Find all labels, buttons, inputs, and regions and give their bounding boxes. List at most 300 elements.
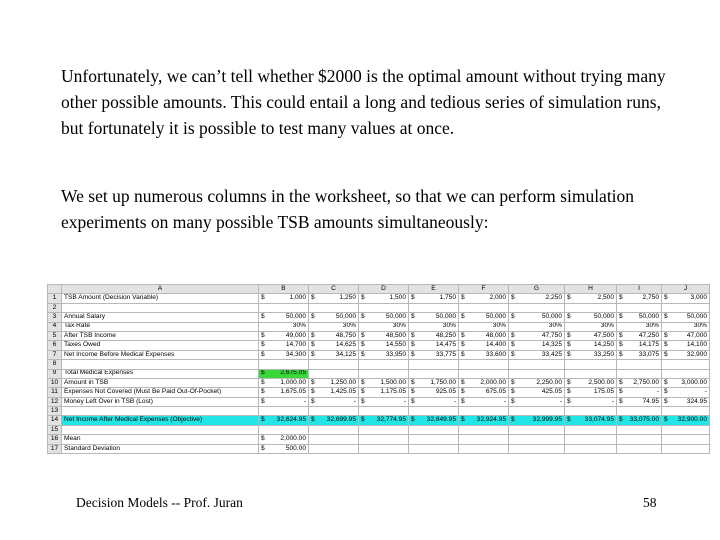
data-cell [409,303,459,312]
data-cell [662,416,710,425]
currency-symbol: $ [411,313,415,321]
data-cell [662,350,710,359]
data-cell [509,350,565,359]
currency-symbol: $ [619,294,623,302]
cell-value: 1,750.00 [430,378,456,386]
data-cell [409,416,459,425]
data-cell [617,397,662,406]
data-cell [459,388,509,397]
cell-value: 2,750 [642,294,659,302]
currency-symbol: $ [511,331,515,339]
column-header: I [617,285,662,294]
cell-value: 48,500 [385,331,406,339]
data-cell [565,303,617,312]
currency-symbol: $ [261,444,265,452]
currency-symbol: $ [664,350,668,358]
corner-cell [48,285,62,294]
row-number: 15 [48,425,62,434]
currency-symbol: $ [664,397,668,405]
currency-symbol: $ [361,341,365,349]
currency-symbol: $ [511,313,515,321]
currency-symbol: $ [511,341,515,349]
currency-symbol: $ [411,378,415,386]
cell-value: 1,500 [389,294,406,302]
sheet-row [48,425,710,434]
data-cell [259,425,309,434]
row-number: 9 [48,369,62,378]
cell-value: 30% [600,322,614,330]
currency-symbol: $ [461,331,465,339]
row-number: 11 [48,388,62,397]
data-cell [662,444,710,453]
data-cell [409,444,459,453]
cell-value: 1,175.05 [380,388,406,396]
data-cell [459,425,509,434]
sheet-row [48,435,710,444]
data-cell [409,331,459,340]
cell-value: 50,000 [686,313,707,321]
cell-value: 14,475 [435,341,456,349]
data-cell [309,444,359,453]
cell-value: 675.05 [485,388,506,396]
cell-value: 34,300 [285,350,306,358]
column-header: A [62,285,259,294]
data-cell [309,388,359,397]
data-cell [509,369,565,378]
sheet-row [48,360,710,369]
cell-value: 32,849.95 [426,416,456,424]
cell-value: 2,750.00 [633,378,659,386]
data-cell [662,341,710,350]
data-cell [565,435,617,444]
currency-symbol: $ [261,313,265,321]
sheet-row [48,388,710,397]
cell-value: 33,425 [541,350,562,358]
data-cell [309,425,359,434]
currency-symbol: $ [361,397,365,405]
cell-value: 47,250 [638,331,659,339]
data-cell [309,341,359,350]
data-cell [662,303,710,312]
data-cell [565,425,617,434]
cell-value: 47,750 [541,331,562,339]
data-cell [617,435,662,444]
data-cell [409,341,459,350]
cell-value: 32,699.95 [326,416,356,424]
cell-value: 32,774.95 [376,416,406,424]
cell-value: 30% [392,322,406,330]
row-number: 5 [48,331,62,340]
cell-value: - [353,397,356,405]
data-cell [459,407,509,416]
currency-symbol: $ [511,416,515,424]
data-cell [662,360,710,369]
cell-value: 14,250 [593,341,614,349]
currency-symbol: $ [261,341,265,349]
cell-value: 14,175 [638,341,659,349]
cell-value: 32,900.00 [677,416,707,424]
data-cell [359,341,409,350]
data-cell [617,388,662,397]
data-cell [617,331,662,340]
data-cell [617,322,662,331]
currency-symbol: $ [461,313,465,321]
data-cell [509,416,565,425]
cell-value: - [611,397,614,405]
currency-symbol: $ [511,378,515,386]
data-cell [309,350,359,359]
cell-value: 2,250.00 [536,378,562,386]
data-cell [565,331,617,340]
row-label: Net Income After Medical Expenses (Objective) [62,416,259,425]
data-cell [565,378,617,387]
sheet-row [48,369,710,378]
cell-value: 30% [645,322,659,330]
cell-value: 49,000 [285,331,306,339]
data-cell [459,303,509,312]
cell-value: 2,500.00 [588,378,614,386]
data-cell [459,294,509,303]
currency-symbol: $ [411,294,415,302]
cell-value: 1,250.00 [330,378,356,386]
sheet-row [48,303,710,312]
currency-symbol: $ [619,416,623,424]
data-cell [259,369,309,378]
currency-symbol: $ [511,388,515,396]
data-cell [309,294,359,303]
data-cell [359,378,409,387]
data-cell [617,444,662,453]
cell-value: 33,250 [593,350,614,358]
data-cell [359,322,409,331]
data-cell [259,407,309,416]
data-cell [509,388,565,397]
data-cell [459,416,509,425]
row-label: Expenses Not Covered (Must Be Paid Out-Of-Pocket) [62,388,259,397]
data-cell [359,425,409,434]
row-label: Taxes Owed [62,341,259,350]
currency-symbol: $ [311,294,315,302]
data-cell [359,369,409,378]
currency-symbol: $ [411,331,415,339]
currency-symbol: $ [461,397,465,405]
cell-value: 33,775 [435,350,456,358]
row-label: Standard Deviation [62,444,259,453]
cell-value: 324.95 [686,397,707,405]
currency-symbol: $ [619,378,623,386]
cell-value: 50,000 [385,313,406,321]
currency-symbol: $ [461,388,465,396]
currency-symbol: $ [619,397,623,405]
sheet-row [48,341,710,350]
data-cell [662,407,710,416]
row-number: 17 [48,444,62,453]
data-cell [509,331,565,340]
data-cell [617,313,662,322]
data-cell [509,294,565,303]
cell-value: 1,500.00 [380,378,406,386]
currency-symbol: $ [619,350,623,358]
data-cell [309,313,359,322]
data-cell [509,425,565,434]
currency-symbol: $ [361,416,365,424]
currency-symbol: $ [619,341,623,349]
currency-symbol: $ [311,397,315,405]
row-number: 3 [48,313,62,322]
data-cell [409,350,459,359]
cell-value: 30% [693,322,707,330]
data-cell [617,294,662,303]
data-cell [565,341,617,350]
data-cell [309,397,359,406]
row-number: 16 [48,435,62,444]
cell-value: 2,000 [489,294,506,302]
row-label: Money Left Over in TSB (Lost) [62,397,259,406]
row-number: 7 [48,350,62,359]
sheet-row [48,407,710,416]
cell-value: 425.05 [541,388,562,396]
data-cell [459,435,509,444]
cell-value: 48,000 [485,331,506,339]
currency-symbol: $ [664,341,668,349]
currency-symbol: $ [261,388,265,396]
data-cell [662,294,710,303]
row-label: After TSB Income [62,331,259,340]
data-cell [259,388,309,397]
data-cell [565,350,617,359]
row-number: 14 [48,416,62,425]
column-header: B [259,285,309,294]
cell-value: 50,000 [435,313,456,321]
row-label: Net Income Before Medical Expenses [62,350,259,359]
sheet-row [48,416,710,425]
row-number: 1 [48,294,62,303]
data-cell [409,294,459,303]
data-cell [409,360,459,369]
data-cell [509,407,565,416]
cell-value: 47,000 [686,331,707,339]
cell-value: 50,000 [285,313,306,321]
cell-value: 2,250 [545,294,562,302]
currency-symbol: $ [311,378,315,386]
data-cell [359,407,409,416]
cell-value: 50,000 [485,313,506,321]
sheet-row [48,350,710,359]
data-cell [359,294,409,303]
currency-symbol: $ [411,341,415,349]
data-cell [459,350,509,359]
data-cell [509,360,565,369]
currency-symbol: $ [567,350,571,358]
data-cell [359,388,409,397]
row-number: 8 [48,360,62,369]
data-cell [409,435,459,444]
cell-value: 500.00 [285,444,306,452]
currency-symbol: $ [567,294,571,302]
data-cell [409,397,459,406]
data-cell [459,444,509,453]
data-cell [459,378,509,387]
cell-value: 1,000.00 [280,378,306,386]
currency-symbol: $ [311,341,315,349]
cell-value: - [403,397,406,405]
data-cell [565,397,617,406]
cell-value: 32,999.95 [532,416,562,424]
currency-symbol: $ [567,331,571,339]
currency-symbol: $ [411,397,415,405]
data-cell [459,322,509,331]
currency-symbol: $ [361,294,365,302]
data-cell [259,303,309,312]
data-cell [565,322,617,331]
currency-symbol: $ [664,388,668,396]
data-cell [662,331,710,340]
data-cell [309,407,359,416]
data-cell [617,425,662,434]
data-cell [509,435,565,444]
cell-value: 48,750 [335,331,356,339]
data-cell [565,407,617,416]
data-cell [259,444,309,453]
cell-value: 2,675.05 [280,369,306,377]
cell-value: 3,000 [690,294,707,302]
cell-value: 14,325 [541,341,562,349]
data-cell [565,416,617,425]
row-number: 2 [48,303,62,312]
currency-symbol: $ [411,350,415,358]
row-number: 10 [48,378,62,387]
column-header-row [48,285,710,294]
currency-symbol: $ [261,331,265,339]
currency-symbol: $ [361,350,365,358]
data-cell [359,416,409,425]
sheet-row [48,313,710,322]
column-header: J [662,285,710,294]
cell-value: 30% [492,322,506,330]
data-cell [565,369,617,378]
column-header: C [309,285,359,294]
row-label [62,360,259,369]
column-header: F [459,285,509,294]
column-header: H [565,285,617,294]
data-cell [509,397,565,406]
currency-symbol: $ [664,378,668,386]
currency-symbol: $ [261,294,265,302]
cell-value: 1,675.05 [280,388,306,396]
data-cell [259,397,309,406]
currency-symbol: $ [619,388,623,396]
data-cell [459,360,509,369]
data-cell [359,360,409,369]
currency-symbol: $ [361,331,365,339]
data-cell [409,369,459,378]
data-cell [259,350,309,359]
currency-symbol: $ [361,313,365,321]
currency-symbol: $ [411,388,415,396]
currency-symbol: $ [511,397,515,405]
currency-symbol: $ [567,313,571,321]
cell-value: 33,075 [638,350,659,358]
cell-value: 50,000 [541,313,562,321]
cell-value: - [453,397,456,405]
data-cell [459,397,509,406]
currency-symbol: $ [311,350,315,358]
cell-value: 30% [442,322,456,330]
cell-value: - [503,397,506,405]
currency-symbol: $ [664,416,668,424]
sheet-row [48,444,710,453]
data-cell [662,397,710,406]
data-cell [409,322,459,331]
currency-symbol: $ [461,378,465,386]
currency-symbol: $ [567,378,571,386]
currency-symbol: $ [664,331,668,339]
data-cell [459,331,509,340]
data-cell [509,313,565,322]
row-label [62,303,259,312]
currency-symbol: $ [311,313,315,321]
data-cell [509,378,565,387]
currency-symbol: $ [261,369,265,377]
data-cell [617,360,662,369]
cell-value: 14,625 [335,341,356,349]
cell-value: 33,950 [385,350,406,358]
intro-paragraph: Unfortunately, we can’t tell whether $2000 is the optimal amount without trying many other possible amounts. This could entail a long and tedious series of simulation runs, but fortunately it is possible to test many values at once. [61,66,666,138]
data-cell [565,313,617,322]
cell-value: 33,600 [485,350,506,358]
cell-value: 175.05 [593,388,614,396]
cell-value: 1,750 [439,294,456,302]
cell-value: 74.95 [642,397,659,405]
data-cell [309,303,359,312]
currency-symbol: $ [619,331,623,339]
cell-value: 14,100 [686,341,707,349]
cell-value: 33,075.00 [629,416,659,424]
data-cell [565,388,617,397]
cell-value: - [704,388,707,396]
data-cell [662,313,710,322]
currency-symbol: $ [567,388,571,396]
cell-value: 14,700 [285,341,306,349]
page-number: 58 [643,495,657,510]
currency-symbol: $ [461,416,465,424]
cell-value: 50,000 [335,313,356,321]
data-cell [259,435,309,444]
data-cell [309,322,359,331]
data-cell [259,294,309,303]
data-cell [509,322,565,331]
data-cell [662,435,710,444]
data-cell [259,331,309,340]
data-cell [309,435,359,444]
currency-symbol: $ [261,397,265,405]
data-cell [259,341,309,350]
row-number: 6 [48,341,62,350]
currency-symbol: $ [461,350,465,358]
data-cell [259,360,309,369]
data-cell [617,416,662,425]
spreadsheet-table [47,284,710,454]
currency-symbol: $ [311,388,315,396]
cell-value: 1,425.05 [330,388,356,396]
footer-course-title: Decision Models -- Prof. Juran [76,495,243,510]
sheet-row [48,322,710,331]
column-header: D [359,285,409,294]
data-cell [409,378,459,387]
cell-value: 1,250 [339,294,356,302]
data-cell [565,444,617,453]
data-cell [359,303,409,312]
